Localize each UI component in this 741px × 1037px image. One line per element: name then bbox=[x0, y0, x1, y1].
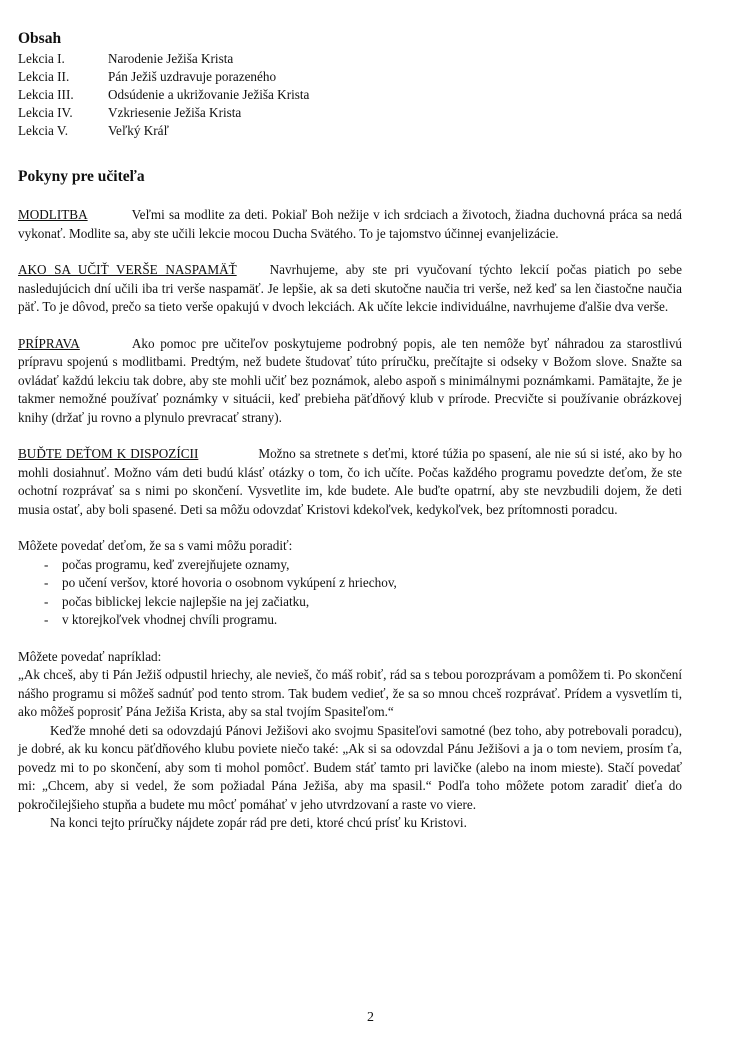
toc-lesson-number: Lekcia III. bbox=[18, 86, 74, 102]
toc-lesson-number: Lekcia IV. bbox=[18, 104, 73, 120]
availability-heading: BUĎTE DEŤOM K DISPOZÍCII bbox=[18, 446, 199, 461]
toc-lesson-number: Lekcia V. bbox=[18, 122, 69, 138]
example-quote: „Ak chceš, aby ti Pán Ježiš odpustil hriechy, ale nevieš, čo máš robiť, rád sa s tebou porozprávam a pomôžem ti. Po skončení nášho programu si môžeš sadnúť pod tento strom. Tak budem vedieť, že sa so mnou chceš rozprávať. Prídem a vysvetlím ti, ako môžeš poprosiť Pána Ježiša Krista, aby sa stal tvojím Spasiteľom.“ bbox=[18, 667, 682, 719]
dash-bullet: - bbox=[44, 575, 49, 590]
toc-lesson-title: Pán Ježiš uzdravuje porazeného bbox=[108, 68, 277, 84]
verses-paragraph bbox=[18, 261, 682, 317]
verses-heading: AKO SA UČIŤ VERŠE NASPAMÄŤ bbox=[18, 262, 237, 277]
section-title: Pokyny pre učiteľa bbox=[18, 167, 145, 185]
availability-text: Možno sa stretnete s deťmi, ktoré túžia po spasení, ale nie sú si isté, ako by ho mohli dosiahnuť. Možno vám deti budú klásť otázky o tom, čo ich učíte. Počas každého programu povedzte deťom, že ste ochotní rozprávať sa s nimi po skončení. Vysvetlite im, kde budete. Ale buďte opatrní, aby ste nevzbudili dojem, že deti musia ostať, aby boli spasené. Deti sa môžu odovzdať Kristovi kdekoľvek, kedykoľvek, bez prítomnosti poradcu. bbox=[18, 446, 682, 517]
closing-paragraph: Na konci tejto príručky nájdete zopár rád pre deti, ktoré chcú prísť ku Kristovi. bbox=[50, 815, 467, 830]
preparation-paragraph bbox=[18, 335, 682, 428]
toc-lesson-title: Veľký Kráľ bbox=[108, 122, 169, 138]
prayer-text: Veľmi sa modlite za deti. Pokiaľ Boh nežije v ich srdciach a životoch, žiadna duchovná práca sa nedá vykonať. Modlite sa, aby ste učili lekcie mocou Ducha Svätého. To je tajomstvo účinnej evanjelizácie. bbox=[18, 207, 682, 241]
verses-text: Navrhujeme, aby ste pri vyučovaní týchto lekcií počas piatich po sebe nasledujúcich dní učili iba tri verše naspamäť. Je lepšie, ak sa deti skutočne naučia tri verše, než keď sa len čiastočne naučia päť. To je dôvod, prečo sa tieto verše opakujú v dvoch lekciách. Ak učíte lekcie individuálne, navrhujeme ďalšie dva verše. bbox=[18, 262, 682, 314]
prayer-paragraph bbox=[18, 206, 682, 243]
toc-title: Obsah bbox=[18, 30, 62, 47]
toc-lesson-title: Vzkriesenie Ježiša Krista bbox=[108, 104, 242, 120]
counsel-list bbox=[18, 556, 682, 630]
toc-lesson-number: Lekcia II. bbox=[18, 68, 70, 84]
toc-row bbox=[18, 104, 682, 122]
toc-row bbox=[18, 68, 682, 86]
list-item-text: počas biblickej lekcie najlepšie na jej začiatku, bbox=[62, 593, 310, 609]
children-paragraph: Keďže mnohé deti sa odovzdajú Pánovi Ježišovi ako svojmu Spasiteľovi samotné (bez toho, aby potrebovali poradcu), je dobré, ak ku koncu päťdňového klubu poviete niečo také: „Ak si sa odovzdal Pánu Ježišovi a ja o tom neviem, prosím ťa, povedz mi to po skončení, aby som ti mohol pomôcť. Budem stáť tamto pri lavičke (alebo na inom mieste). Stačí povedať mi: „Chcem, aby si vedel, že som požiadal Pána Ježiša, aby ma spasil.“ Podľa toho môžete potom zaradiť dieťa do pokročilejšieho stupňa a budete mu môcť pomáhať v jeho utvrdzovaní a raste vo viere. bbox=[18, 722, 682, 812]
toc-row bbox=[18, 50, 682, 68]
list-intro: Môžete povedať deťom, že sa s vami môžu poradiť: bbox=[18, 538, 293, 553]
preparation-text: Ako pomoc pre učiteľov poskytujeme podrobný popis, ale ten nemôže byť náhradou za starostlivú prípravu spojenú s modlitbami. Predtým, než budete študovať túto príručku, prečítajte si odseky v Božom slove. Snažte sa ovládať každú lekciu tak dobre, aby ste mohli učiť bez poznámok, alebo aspoň s minimálnymi poznámkami. Pamätajte, že je takmer nemožné používať poznámky v situácii, keď prebieha päťdňový klub v prírode. Precvičte si používanie obrázkovej knihy (držať ju rovno a plynulo prevracať strany). bbox=[18, 335, 682, 425]
list-item bbox=[18, 593, 682, 612]
dash-bullet: - bbox=[44, 593, 49, 609]
page-content bbox=[18, 30, 682, 833]
toc-lesson-number: Lekcia I. bbox=[18, 50, 65, 66]
list-item-text: po učení veršov, ktoré hovoria o osobnom vykúpení z hriechov, bbox=[62, 575, 397, 590]
preparation-heading: PRÍPRAVA bbox=[18, 335, 80, 351]
toc-lesson-title: Odsúdenie a ukrižovanie Ježiša Krista bbox=[108, 86, 310, 102]
toc-row bbox=[18, 122, 682, 140]
example-intro: Môžete povedať napríklad: bbox=[18, 648, 162, 664]
prayer-heading: MODLITBA bbox=[18, 207, 88, 222]
toc-row bbox=[18, 86, 682, 104]
page-number: 2 bbox=[367, 1010, 374, 1025]
dash-bullet: - bbox=[44, 612, 49, 627]
list-item bbox=[18, 556, 682, 575]
dash-bullet: - bbox=[44, 556, 49, 572]
list-item-text: počas programu, keď zverejňujete oznamy, bbox=[62, 556, 290, 572]
list-item bbox=[18, 574, 682, 593]
toc-lesson-title: Narodenie Ježiša Krista bbox=[108, 50, 234, 66]
table-of-contents bbox=[18, 50, 682, 140]
list-item bbox=[18, 611, 682, 630]
list-item-text: v ktorejkoľvek vhodnej chvíli programu. bbox=[62, 612, 278, 627]
availability-paragraph bbox=[18, 445, 682, 519]
